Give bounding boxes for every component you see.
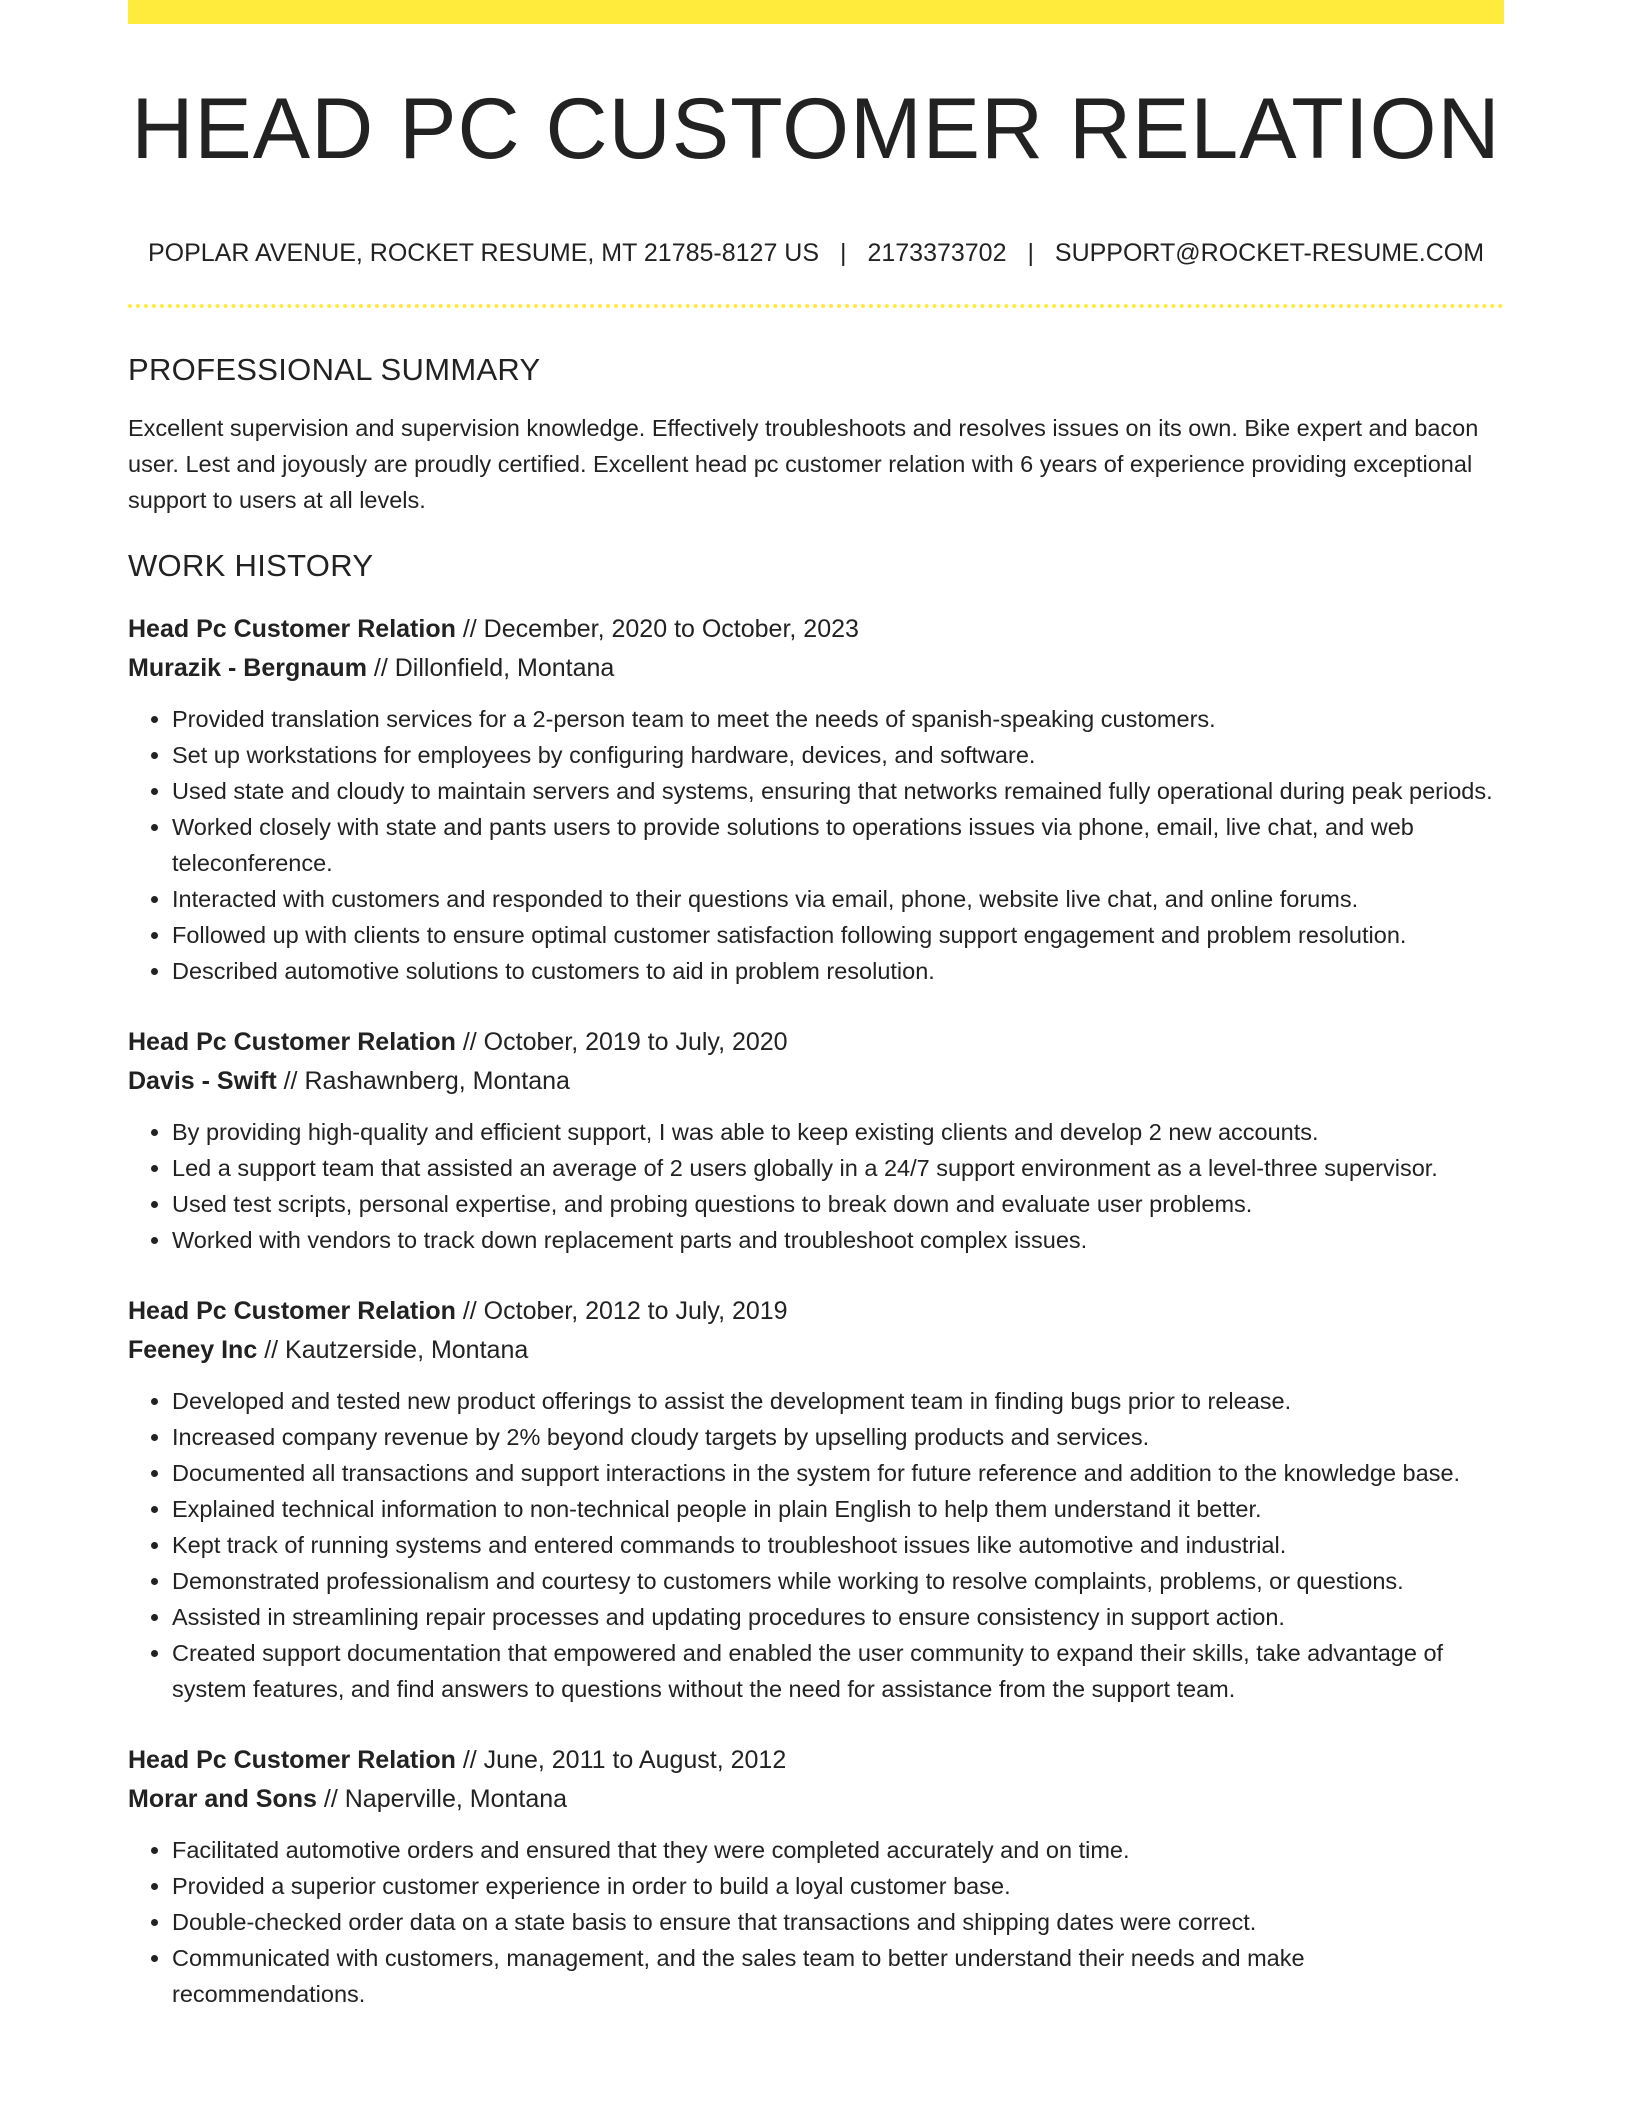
job-dates: December, 2020 to October, 2023 — [483, 614, 859, 643]
job-bullet: • Interacted with customers and responded to their questions via email, phone, website live chat, and online forums. — [172, 881, 1504, 917]
job-bullet: • Created support documentation that empowered and enabled the user community to expand their skills, take advantage of system features, and find answers to questions without the need for assistance from the support team. — [172, 1635, 1504, 1707]
professional-summary-section — [128, 352, 1504, 518]
job-bullet: • Assisted in streamlining repair processes and updating procedures to ensure consistency in support action. — [172, 1599, 1504, 1635]
job-delimiter: // — [462, 614, 477, 643]
job-bullet: • Explained technical information to non-technical people in plain English to help them understand it better. — [172, 1491, 1504, 1527]
contact-line — [128, 239, 1504, 268]
job-title-line — [128, 1292, 1504, 1331]
job-list — [128, 610, 1504, 2012]
job-delimiter: // — [462, 1027, 477, 1056]
job-company-line — [128, 649, 1504, 688]
job-entry — [128, 1741, 1504, 2012]
job-bullet-list — [128, 701, 1504, 989]
job-delimiter: // — [373, 653, 388, 682]
job-bullet-list — [128, 1832, 1504, 2012]
job-bullet: • Led a support team that assisted an average of 2 users globally in a 24/7 support environment as a level-three supervisor. — [172, 1150, 1504, 1186]
job-delimiter: // — [323, 1784, 338, 1813]
dotted-divider — [128, 304, 1504, 308]
job-bullet: • Communicated with customers, management, and the sales team to better understand their needs and make recommendations. — [172, 1940, 1504, 2012]
contact-separator: | — [1027, 238, 1034, 267]
work-history-section — [128, 548, 1504, 2012]
job-dates: October, 2012 to July, 2019 — [483, 1296, 788, 1325]
job-role: Head Pc Customer Relation — [128, 1296, 456, 1325]
job-role: Head Pc Customer Relation — [128, 1027, 456, 1056]
resume-name-heading: HEAD PC CUSTOMER RELATION — [131, 81, 1501, 177]
contact-email: SUPPORT@ROCKET-RESUME.COM — [1054, 238, 1485, 267]
contact-address: POPLAR AVENUE, ROCKET RESUME, MT 21785-8127 US — [147, 238, 820, 267]
job-bullet: • Worked closely with state and pants users to provide solutions to operations issues via phone, email, live chat, and web teleconference. — [172, 809, 1504, 881]
job-bullet: • Used test scripts, personal expertise, and probing questions to break down and evaluate user problems. — [172, 1186, 1504, 1222]
job-role: Head Pc Customer Relation — [128, 1745, 456, 1774]
contact-separator: | — [840, 238, 847, 267]
job-bullet: • Developed and tested new product offerings to assist the development team in finding bugs prior to release. — [172, 1383, 1504, 1419]
job-company: Davis - Swift — [128, 1066, 277, 1095]
job-company: Feeney Inc — [128, 1335, 258, 1364]
job-role: Head Pc Customer Relation — [128, 614, 456, 643]
job-bullet: • Increased company revenue by 2% beyond cloudy targets by upselling products and services. — [172, 1419, 1504, 1455]
job-bullet: • Followed up with clients to ensure optimal customer satisfaction following support engagement and problem resolution. — [172, 917, 1504, 953]
job-title-line — [128, 1741, 1504, 1780]
work-history-heading: WORK HISTORY — [128, 547, 374, 583]
job-company: Morar and Sons — [128, 1784, 317, 1813]
job-bullet: • Demonstrated professionalism and courtesy to customers while working to resolve complaints, problems, or questions. — [172, 1563, 1504, 1599]
job-entry — [128, 1023, 1504, 1258]
summary-text: Excellent supervision and supervision knowledge. Effectively troubleshoots and resolves issues on its own. Bike expert and bacon user. Lest and joyously are proudly certified. Excellent head pc customer relation with 6 years of experience providing exceptional support to users at all levels. — [128, 414, 1479, 513]
job-company-line — [128, 1331, 1504, 1370]
job-delimiter: // — [462, 1745, 477, 1774]
job-bullet: • Kept track of running systems and entered commands to troubleshoot issues like automotive and industrial. — [172, 1527, 1504, 1563]
job-bullet: • Provided translation services for a 2-person team to meet the needs of spanish-speaking customers. — [172, 701, 1504, 737]
job-location: Naperville, Montana — [344, 1784, 568, 1813]
accent-top-bar — [128, 0, 1504, 24]
job-bullet: • Used state and cloudy to maintain servers and systems, ensuring that networks remained fully operational during peak periods. — [172, 773, 1504, 809]
job-bullet-list — [128, 1383, 1504, 1707]
job-location: Dillonfield, Montana — [394, 653, 615, 682]
job-company: Murazik - Bergnaum — [128, 653, 367, 682]
job-entry — [128, 610, 1504, 989]
job-delimiter: // — [283, 1066, 298, 1095]
job-bullet: • Double-checked order data on a state basis to ensure that transactions and shipping dates were correct. — [172, 1904, 1504, 1940]
job-bullet: • Provided a superior customer experience in order to build a loyal customer base. — [172, 1868, 1504, 1904]
job-location: Rashawnberg, Montana — [304, 1066, 570, 1095]
job-bullet-list — [128, 1114, 1504, 1258]
job-entry — [128, 1292, 1504, 1707]
job-bullet: • Facilitated automotive orders and ensured that they were completed accurately and on time. — [172, 1832, 1504, 1868]
job-bullet: • Set up workstations for employees by configuring hardware, devices, and software. — [172, 737, 1504, 773]
job-dates: June, 2011 to August, 2012 — [483, 1745, 787, 1774]
job-dates: October, 2019 to July, 2020 — [483, 1027, 788, 1056]
job-company-line — [128, 1062, 1504, 1101]
job-bullet: • Worked with vendors to track down replacement parts and troubleshoot complex issues. — [172, 1222, 1504, 1258]
job-title-line — [128, 1023, 1504, 1062]
contact-phone: 2173373702 — [867, 238, 1007, 267]
summary-heading: PROFESSIONAL SUMMARY — [128, 351, 541, 387]
job-bullet: • Described automotive solutions to customers to aid in problem resolution. — [172, 953, 1504, 989]
job-company-line — [128, 1780, 1504, 1819]
job-location: Kautzerside, Montana — [285, 1335, 529, 1364]
job-bullet: • Documented all transactions and support interactions in the system for future reference and addition to the knowledge base. — [172, 1455, 1504, 1491]
job-delimiter: // — [462, 1296, 477, 1325]
job-delimiter: // — [264, 1335, 279, 1364]
job-title-line — [128, 610, 1504, 649]
resume-page — [128, 0, 1504, 2012]
job-bullet: • By providing high-quality and efficient support, I was able to keep existing clients and develop 2 new accounts. — [172, 1114, 1504, 1150]
